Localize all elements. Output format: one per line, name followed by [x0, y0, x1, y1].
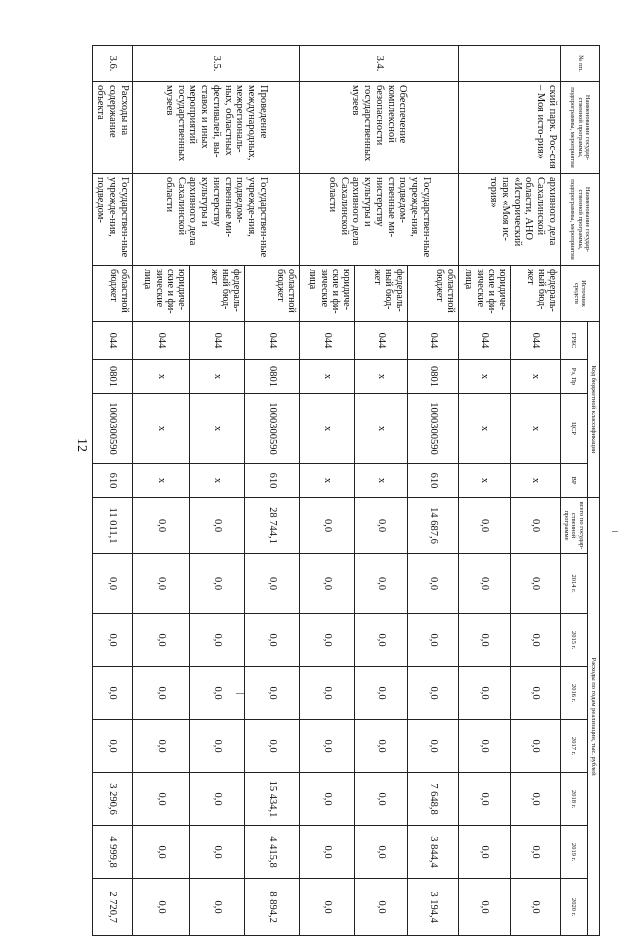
cell-vr: 610	[244, 464, 299, 498]
cell-2014: 0,0	[92, 554, 132, 614]
row-source: областной бюджет	[92, 266, 132, 322]
cell-vr: x	[189, 464, 244, 498]
cell-grbs: 044	[299, 322, 354, 360]
cell-2019: 0,0	[510, 826, 560, 879]
cell-rzpr: 0801	[407, 360, 458, 394]
cell-2014: 0,0	[354, 554, 407, 614]
cell-grbs: 044	[407, 322, 458, 360]
row-source: областной бюджет	[407, 266, 458, 322]
cell-2019: 0,0	[354, 826, 407, 879]
cell-2016: 0,0	[354, 667, 407, 720]
cell-2014: 0,0	[407, 554, 458, 614]
cell-rzpr: x	[132, 360, 189, 394]
cell-rzpr: x	[189, 360, 244, 394]
row-no: 3.6.	[92, 46, 132, 82]
row-event: Проведение международных, межрегиональ-ных, областных фестивалей, вы-ставок и иных мероприятий государственных музеев	[132, 82, 299, 174]
cell-2014: 0,0	[299, 554, 354, 614]
cell-grbs: 044	[244, 322, 299, 360]
cell-grbs: 044	[189, 322, 244, 360]
cell-2018: 7 648,8	[407, 773, 458, 826]
cell-total: 28 744,1	[244, 498, 299, 554]
col-vr-header: ВР	[560, 464, 587, 498]
cell-vr: 610	[92, 464, 132, 498]
scan-mark	[612, 531, 618, 532]
cell-vr: x	[458, 464, 510, 498]
cell-2015: 0,0	[92, 614, 132, 667]
cell-total: 11 011,1	[92, 498, 132, 554]
cell-2014: 0,0	[132, 554, 189, 614]
cell-2019: 4 415,8	[244, 826, 299, 879]
col-source-header: Источник средств	[560, 266, 599, 322]
cell-rzpr: 0801	[92, 360, 132, 394]
cell-2019: 3 844,4	[407, 826, 458, 879]
cell-csr: 1000300590	[92, 394, 132, 464]
cell-grbs: 044	[132, 322, 189, 360]
cell-2017: 0,0	[354, 720, 407, 773]
cell-2020: 0,0	[299, 879, 354, 936]
cell-2020: 0,0	[354, 879, 407, 936]
col-total-header: всего по государ-ственной программе	[560, 498, 587, 554]
row-executor: Государствен-ные учрежде-ния, подведом-ственные ми-нистерству культуры и архивного дела Сахалинской области	[132, 174, 299, 266]
cell-2018: 0,0	[299, 773, 354, 826]
cell-2018: 0,0	[189, 773, 244, 826]
cell-2017: 0,0	[510, 720, 560, 773]
cell-csr: x	[132, 394, 189, 464]
row-no: 3.5.	[132, 46, 299, 82]
cell-2014: 0,0	[189, 554, 244, 614]
cell-2019: 0,0	[189, 826, 244, 879]
cell-2019: 4 999,8	[92, 826, 132, 879]
row-source: юридиче-ские и фи-зические лица	[299, 266, 354, 322]
table-row	[510, 46, 560, 936]
cell-2016: 0,0	[299, 667, 354, 720]
col-2020-header: 2020 г.	[560, 879, 587, 936]
cell-2016: 0,0	[92, 667, 132, 720]
cell-rzpr: 0801	[244, 360, 299, 394]
scan-mark	[236, 693, 244, 694]
cell-2014: 0,0	[510, 554, 560, 614]
cell-2017: 0,0	[189, 720, 244, 773]
cell-total: 0,0	[510, 498, 560, 554]
col-no-header: № пп.	[560, 46, 599, 82]
cell-2020: 8 894,2	[244, 879, 299, 936]
col-2017-header: 2017 г.	[560, 720, 587, 773]
cell-2015: 0,0	[244, 614, 299, 667]
cell-2018: 0,0	[510, 773, 560, 826]
col-2014-header: 2014 г.	[560, 554, 587, 614]
cell-vr: x	[354, 464, 407, 498]
cell-2020: 0,0	[510, 879, 560, 936]
cell-csr: x	[354, 394, 407, 464]
page-number: 12	[74, 438, 89, 452]
cell-2018: 0,0	[132, 773, 189, 826]
row-source: юридиче-ские и фи-зические лица	[132, 266, 189, 322]
cell-csr: x	[299, 394, 354, 464]
cell-2014: 0,0	[244, 554, 299, 614]
row-executor: Государствен-ные учрежде-ния, подведом-ственные ми-нистерству культуры и архивного дела Сахалинской области	[299, 174, 458, 266]
cell-2016: 0,0	[189, 667, 244, 720]
budget-table	[92, 45, 600, 936]
cell-csr: x	[458, 394, 510, 464]
cell-2015: 0,0	[299, 614, 354, 667]
cell-grbs: 044	[458, 322, 510, 360]
row-event: ский парк. Рос-сия – Моя исто-рия»	[458, 82, 560, 174]
cell-2017: 0,0	[92, 720, 132, 773]
cell-total: 0,0	[132, 498, 189, 554]
cell-2016: 0,0	[244, 667, 299, 720]
cell-2015: 0,0	[510, 614, 560, 667]
col-2016-header: 2016 г.	[560, 667, 587, 720]
cell-2016: 0,0	[458, 667, 510, 720]
cell-rzpr: x	[299, 360, 354, 394]
col-2018-header: 2018 г.	[560, 773, 587, 826]
col-grbs-header: ГРБС	[560, 322, 587, 360]
row-event: Расходы на содержание объекта	[92, 82, 132, 174]
cell-2018: 0,0	[458, 773, 510, 826]
cell-2014: 0,0	[458, 554, 510, 614]
cell-2016: 0,0	[510, 667, 560, 720]
table-row	[407, 46, 458, 936]
cell-2017: 0,0	[407, 720, 458, 773]
cell-rzpr: x	[510, 360, 560, 394]
row-source: областной бюджет	[244, 266, 299, 322]
table-row	[244, 46, 299, 936]
row-no-empty	[458, 46, 560, 82]
cell-rzpr: x	[458, 360, 510, 394]
cell-grbs: 044	[510, 322, 560, 360]
cell-2016: 0,0	[132, 667, 189, 720]
budget-codes-header: Код бюджетной классификации	[587, 322, 599, 498]
cell-2015: 0,0	[189, 614, 244, 667]
col-rzpr-header: Рз, Пр	[560, 360, 587, 394]
header-row-1	[587, 46, 599, 936]
cell-2015: 0,0	[132, 614, 189, 667]
cell-total: 0,0	[458, 498, 510, 554]
col-executor-header: Наименование государ-ственной программы, подпрограммы, мероприятия	[560, 174, 599, 266]
cell-2015: 0,0	[354, 614, 407, 667]
cell-2015: 0,0	[458, 614, 510, 667]
cell-rzpr: x	[354, 360, 407, 394]
cell-2017: 0,0	[244, 720, 299, 773]
cell-2020: 2 720,7	[92, 879, 132, 936]
cell-2017: 0,0	[299, 720, 354, 773]
expense-header: Расходы по годам реализации, тыс. рублей	[587, 498, 599, 936]
cell-2018: 15 434,1	[244, 773, 299, 826]
table-row	[92, 46, 132, 936]
row-executor: архивного дела Сахалинской области, АНО «Исторический парк «Моя ис-тория»	[458, 174, 560, 266]
cell-vr: 610	[407, 464, 458, 498]
cell-2020: 3 194,4	[407, 879, 458, 936]
row-source: федераль-ный бюд-жет	[354, 266, 407, 322]
row-no: 3.4.	[299, 46, 458, 82]
row-source: федераль-ный бюд-жет	[510, 266, 560, 322]
cell-2017: 0,0	[132, 720, 189, 773]
row-executor: Государствен-ные учрежде-ния, подведом-	[92, 174, 132, 266]
cell-2020: 0,0	[189, 879, 244, 936]
cell-grbs: 044	[354, 322, 407, 360]
cell-2017: 0,0	[458, 720, 510, 773]
col-csr-header: ЦСР	[560, 394, 587, 464]
col-2019-header: 2019 г.	[560, 826, 587, 879]
cell-2018: 3 290,6	[92, 773, 132, 826]
row-source: федераль-ный бюд-жет	[189, 266, 244, 322]
cell-total: 14 687,6	[407, 498, 458, 554]
cell-2019: 0,0	[458, 826, 510, 879]
cell-csr: 1000300590	[407, 394, 458, 464]
cell-vr: x	[132, 464, 189, 498]
col-event-header: Наименование государ-ственной программы, подпрограммы, мероприятия	[560, 82, 599, 174]
row-event: Обеспечение комплексной безопасности государственных музеев	[299, 82, 458, 174]
cell-csr: x	[510, 394, 560, 464]
cell-grbs: 044	[92, 322, 132, 360]
budget-table-frame	[95, 45, 600, 923]
cell-csr: 1000300590	[244, 394, 299, 464]
cell-2019: 0,0	[132, 826, 189, 879]
cell-total: 0,0	[189, 498, 244, 554]
cell-total: 0,0	[299, 498, 354, 554]
cell-total: 0,0	[354, 498, 407, 554]
cell-2020: 0,0	[132, 879, 189, 936]
cell-2019: 0,0	[299, 826, 354, 879]
cell-vr: x	[299, 464, 354, 498]
cell-2016: 0,0	[407, 667, 458, 720]
cell-2015: 0,0	[407, 614, 458, 667]
col-2015-header: 2015 г.	[560, 614, 587, 667]
cell-2020: 0,0	[458, 879, 510, 936]
cell-vr: x	[510, 464, 560, 498]
row-source: юридиче-ские и фи-зические лица	[458, 266, 510, 322]
cell-csr: x	[189, 394, 244, 464]
cell-2018: 0,0	[354, 773, 407, 826]
